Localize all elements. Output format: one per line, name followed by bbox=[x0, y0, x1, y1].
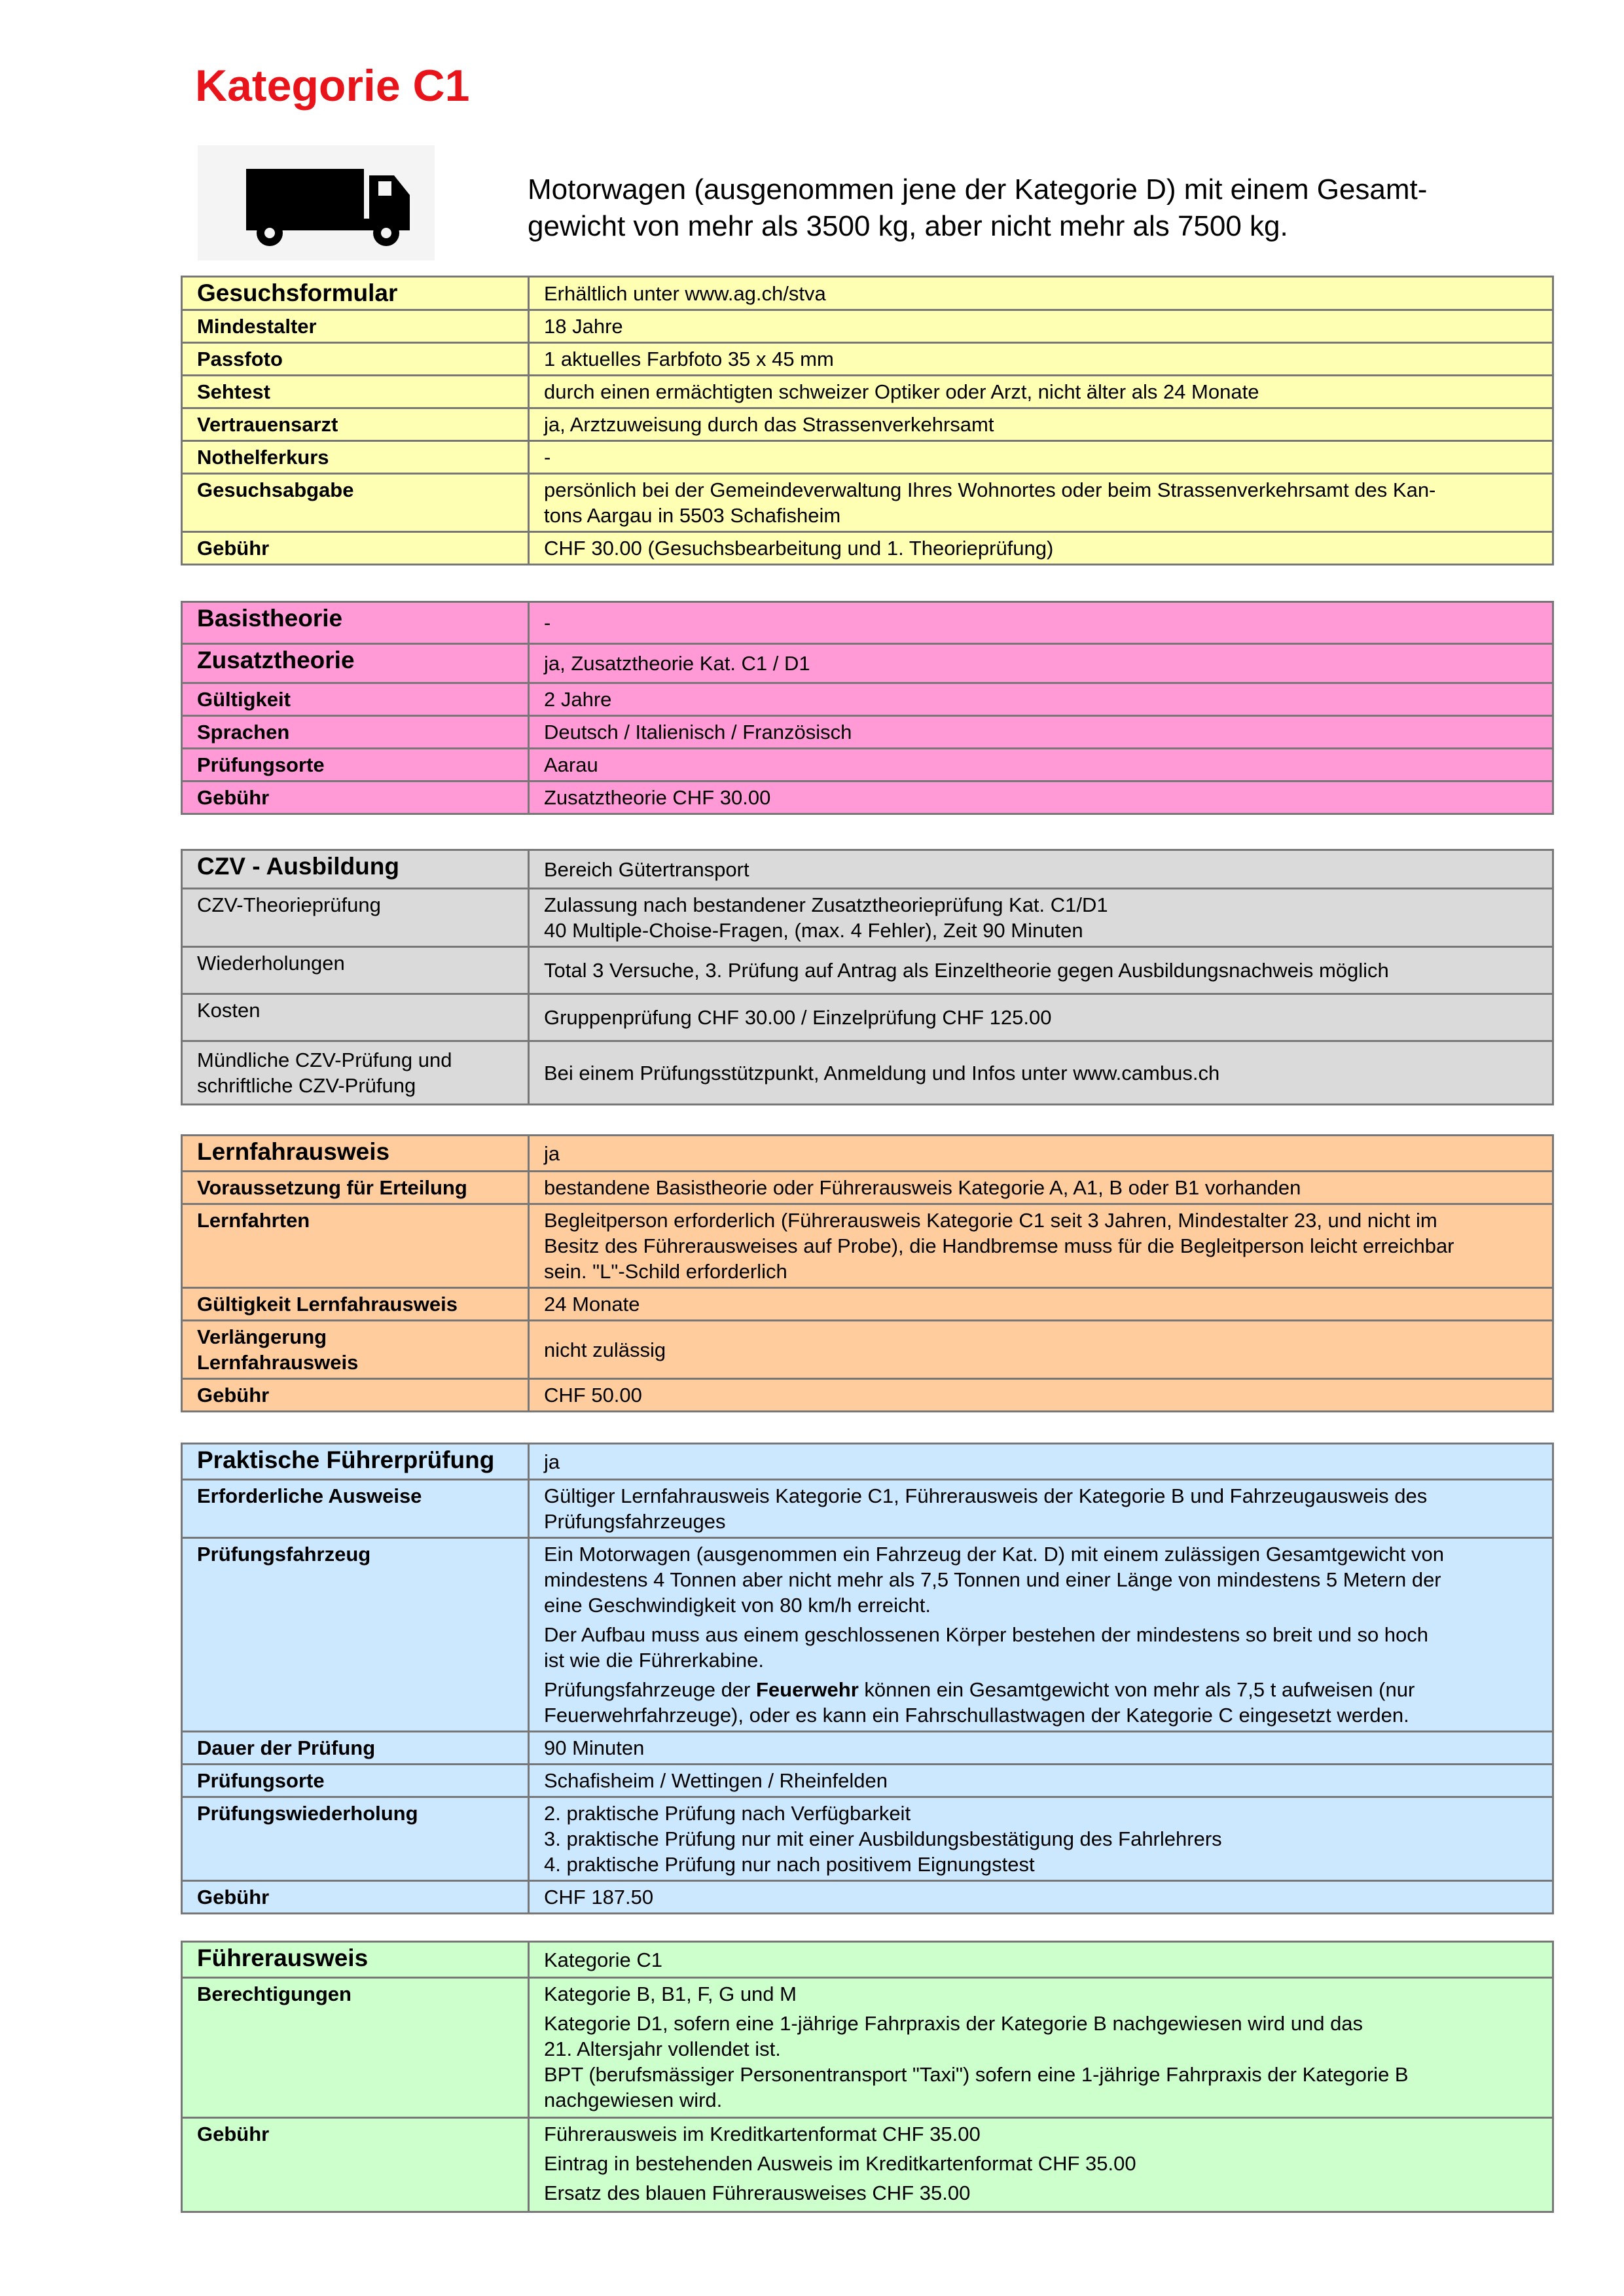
table-row bbox=[182, 749, 1553, 781]
vehicle-requirement-text: Ein Motorwagen (ausgenommen ein Fahrzeug der Kat. D) mit einem zulässigen Gesamtgewicht von mindestens 4 Tonnen aber nicht mehr als 7,5 Tonnen und einer Länge von mindestens 5 Metern der eine Geschwindigkeit von 80 km/h erreicht. bbox=[544, 1543, 1444, 1617]
row-value: ja bbox=[529, 1136, 1553, 1172]
fee-line-2: Eintrag in bestehenden Ausweis im Kreditkartenformat CHF 35.00 bbox=[544, 2152, 1136, 2175]
table-row bbox=[182, 1765, 1553, 1797]
row-label: Gebühr bbox=[182, 532, 529, 565]
learner-permit-table bbox=[181, 1134, 1554, 1412]
table-row bbox=[182, 1321, 1553, 1379]
truck-icon bbox=[198, 145, 435, 260]
table-row bbox=[182, 1732, 1553, 1765]
row-value: - bbox=[529, 602, 1553, 644]
row-value bbox=[529, 1978, 1553, 2118]
vehicle-body-text: Der Aufbau muss aus einem geschlossenen Körper bestehen der mindestens so breit und so hoch ist wie die Führerkabine. bbox=[544, 1623, 1429, 1672]
row-label: Verlängerung Lernfahrausweis bbox=[182, 1321, 529, 1379]
row-value bbox=[529, 2118, 1553, 2212]
table-row bbox=[182, 1204, 1553, 1288]
table-row bbox=[182, 1881, 1553, 1914]
row-value: CHF 187.50 bbox=[529, 1881, 1553, 1914]
row-value: 1 aktuelles Farbfoto 35 x 45 mm bbox=[529, 343, 1553, 376]
row-value: Aarau bbox=[529, 749, 1553, 781]
row-value: Bei einem Prüfungsstützpunkt, Anmeldung und Infos unter www.cambus.ch bbox=[529, 1041, 1553, 1105]
table-row bbox=[182, 850, 1553, 889]
license-table bbox=[181, 1941, 1554, 2213]
row-value bbox=[529, 1538, 1553, 1732]
row-label: Voraussetzung für Erteilung bbox=[182, 1172, 529, 1204]
fire-brigade-post: können ein Gesamtgewicht von mehr als 7,5 t aufweisen (nur Feuerwehrfahrzeuge), oder es kann ein Fahrschullastwagen der Kategorie C eingesetzt werden. bbox=[544, 1678, 1415, 1727]
row-value: CHF 30.00 (Gesuchsbearbeitung und 1. Theorieprüfung) bbox=[529, 532, 1553, 565]
row-value: ja, Arztzuweisung durch das Strassenverkehrsamt bbox=[529, 408, 1553, 441]
table-row bbox=[182, 1978, 1553, 2118]
row-value: Erhältlich unter www.ag.ch/stva bbox=[529, 277, 1553, 310]
row-value: - bbox=[529, 441, 1553, 474]
row-label: CZV-Theorieprüfung bbox=[182, 889, 529, 947]
row-value: Kategorie C1 bbox=[529, 1942, 1553, 1978]
row-value: Zusatztheorie CHF 30.00 bbox=[529, 781, 1553, 814]
table-row bbox=[182, 310, 1553, 343]
table-row bbox=[182, 532, 1553, 565]
table-row bbox=[182, 2118, 1553, 2212]
row-label: Gebühr bbox=[182, 1379, 529, 1412]
row-label: Lernfahrten bbox=[182, 1204, 529, 1288]
table-row bbox=[182, 441, 1553, 474]
row-value: Total 3 Versuche, 3. Prüfung auf Antrag als Einzeltheorie gegen Ausbildungsnachweis möglich bbox=[529, 947, 1553, 994]
row-label: Gesuchsformular bbox=[182, 277, 529, 310]
row-value: nicht zulässig bbox=[529, 1321, 1553, 1379]
row-label: Sehtest bbox=[182, 376, 529, 408]
row-label: Prüfungswiederholung bbox=[182, 1797, 529, 1881]
table-row bbox=[182, 1538, 1553, 1732]
row-label: Zusatztheorie bbox=[182, 644, 529, 683]
table-row bbox=[182, 408, 1553, 441]
table-row bbox=[182, 644, 1553, 683]
row-label: Prüfungsorte bbox=[182, 749, 529, 781]
table-row bbox=[182, 1172, 1553, 1204]
row-label: Gültigkeit bbox=[182, 683, 529, 716]
row-label: Prüfungsorte bbox=[182, 1765, 529, 1797]
row-label: Erforderliche Ausweise bbox=[182, 1480, 529, 1538]
row-value: 90 Minuten bbox=[529, 1732, 1553, 1765]
table-row bbox=[182, 1797, 1553, 1881]
row-value: ja, Zusatztheorie Kat. C1 / D1 bbox=[529, 644, 1553, 683]
row-label: Berechtigungen bbox=[182, 1978, 529, 2118]
table-row bbox=[182, 947, 1553, 994]
row-label: Kosten bbox=[182, 994, 529, 1041]
fire-brigade-bold: Feuerwehr bbox=[756, 1678, 859, 1701]
row-value: Gültiger Lernfahrausweis Kategorie C1, Führerausweis der Kategorie B und Fahrzeugausweis des Prüfungsfahrzeuges bbox=[529, 1480, 1553, 1538]
row-label: Nothelferkurs bbox=[182, 441, 529, 474]
row-label: Führerausweis bbox=[182, 1942, 529, 1978]
table-row bbox=[182, 683, 1553, 716]
table-row bbox=[182, 889, 1553, 947]
row-value: ja bbox=[529, 1444, 1553, 1480]
row-label: Passfoto bbox=[182, 343, 529, 376]
table-row bbox=[182, 1480, 1553, 1538]
table-row bbox=[182, 994, 1553, 1041]
row-label: Gesuchsabgabe bbox=[182, 474, 529, 532]
category-description bbox=[528, 171, 1523, 245]
application-table bbox=[181, 276, 1554, 565]
table-row bbox=[182, 277, 1553, 310]
row-label: Vertrauensarzt bbox=[182, 408, 529, 441]
table-row bbox=[182, 781, 1553, 814]
row-value: 2. praktische Prüfung nach Verfügbarkeit 3. praktische Prüfung nur mit einer Ausbildungsbestätigung des Fahrlehrers 4. praktische Prüfung nur nach positivem Eignungstest bbox=[529, 1797, 1553, 1881]
row-label: Sprachen bbox=[182, 716, 529, 749]
truck-icon-box bbox=[198, 145, 435, 260]
row-value: persönlich bei der Gemeindeverwaltung Ihres Wohnortes oder beim Strassenverkehrsamt des Kan- tons Aargau in 5503 Schafisheim bbox=[529, 474, 1553, 532]
table-row bbox=[182, 1942, 1553, 1978]
row-value: Bereich Gütertransport bbox=[529, 850, 1553, 889]
fire-brigade-text bbox=[544, 1677, 1539, 1728]
row-label: Praktische Führerprüfung bbox=[182, 1444, 529, 1480]
page-title: Kategorie C1 bbox=[195, 61, 470, 111]
row-label: Gebühr bbox=[182, 781, 529, 814]
row-value: 2 Jahre bbox=[529, 683, 1553, 716]
row-label: Dauer der Prüfung bbox=[182, 1732, 529, 1765]
fire-brigade-pre: Prüfungsfahrzeuge der bbox=[544, 1678, 756, 1701]
row-label: Mindestalter bbox=[182, 310, 529, 343]
row-value: bestandene Basistheorie oder Führerausweis Kategorie A, A1, B oder B1 vorhanden bbox=[529, 1172, 1553, 1204]
intro-text: Motorwagen (ausgenommen jene der Kategorie D) mit einem Gesamt- gewicht von mehr als 3500 kg, aber nicht mehr als 7500 kg. bbox=[528, 173, 1428, 242]
row-label: Lernfahrausweis bbox=[182, 1136, 529, 1172]
row-label: Wiederholungen bbox=[182, 947, 529, 994]
fee-line-3: Ersatz des blauen Führerausweises CHF 35.00 bbox=[544, 2181, 971, 2204]
row-label: Basistheorie bbox=[182, 602, 529, 644]
row-value: Begleitperson erforderlich (Führerausweis Kategorie C1 seit 3 Jahren, Mindestalter 23, und nicht im Besitz des Führerausweises auf Probe), die Handbremse muss für die Begleitperson leicht erreichbar sein. "L"-Schild erforderlich bbox=[529, 1204, 1553, 1288]
table-row bbox=[182, 1444, 1553, 1480]
row-value: Gruppenprüfung CHF 30.00 / Einzelprüfung CHF 125.00 bbox=[529, 994, 1553, 1041]
czv-table bbox=[181, 849, 1554, 1105]
table-row bbox=[182, 1136, 1553, 1172]
row-value: Deutsch / Italienisch / Französisch bbox=[529, 716, 1553, 749]
row-label: Gebühr bbox=[182, 1881, 529, 1914]
permissions-line-2: Kategorie D1, sofern eine 1-jährige Fahrpraxis der Kategorie B nachgewiesen wird und das 21. Altersjahr vollendet ist. BPT (berufsmässiger Personentransport "Taxi") sofern eine 1-jährige Fahrpraxis der Kategorie B nachgewiesen wird. bbox=[544, 2012, 1409, 2111]
row-label: Mündliche CZV-Prüfung und schriftliche CZV-Prüfung bbox=[182, 1041, 529, 1105]
practical-exam-table bbox=[181, 1443, 1554, 1914]
table-row bbox=[182, 474, 1553, 532]
fee-line-1: Führerausweis im Kreditkartenformat CHF 35.00 bbox=[544, 2123, 981, 2145]
row-value: CHF 50.00 bbox=[529, 1379, 1553, 1412]
table-row bbox=[182, 1041, 1553, 1105]
table-row bbox=[182, 602, 1553, 644]
row-label: CZV - Ausbildung bbox=[182, 850, 529, 889]
row-value: Zulassung nach bestandener Zusatztheorieprüfung Kat. C1/D1 40 Multiple-Choise-Fragen, (max. 4 Fehler), Zeit 90 Minuten bbox=[529, 889, 1553, 947]
row-label: Gültigkeit Lernfahrausweis bbox=[182, 1288, 529, 1321]
theory-table bbox=[181, 601, 1554, 815]
row-label: Gebühr bbox=[182, 2118, 529, 2212]
table-row bbox=[182, 376, 1553, 408]
row-value: 24 Monate bbox=[529, 1288, 1553, 1321]
table-row bbox=[182, 343, 1553, 376]
row-value: durch einen ermächtigten schweizer Optiker oder Arzt, nicht älter als 24 Monate bbox=[529, 376, 1553, 408]
permissions-line-1: Kategorie B, B1, F, G und M bbox=[544, 1982, 797, 2005]
table-row bbox=[182, 716, 1553, 749]
table-row bbox=[182, 1288, 1553, 1321]
row-label: Prüfungsfahrzeug bbox=[182, 1538, 529, 1732]
row-value: 18 Jahre bbox=[529, 310, 1553, 343]
table-row bbox=[182, 1379, 1553, 1412]
row-value: Schafisheim / Wettingen / Rheinfelden bbox=[529, 1765, 1553, 1797]
